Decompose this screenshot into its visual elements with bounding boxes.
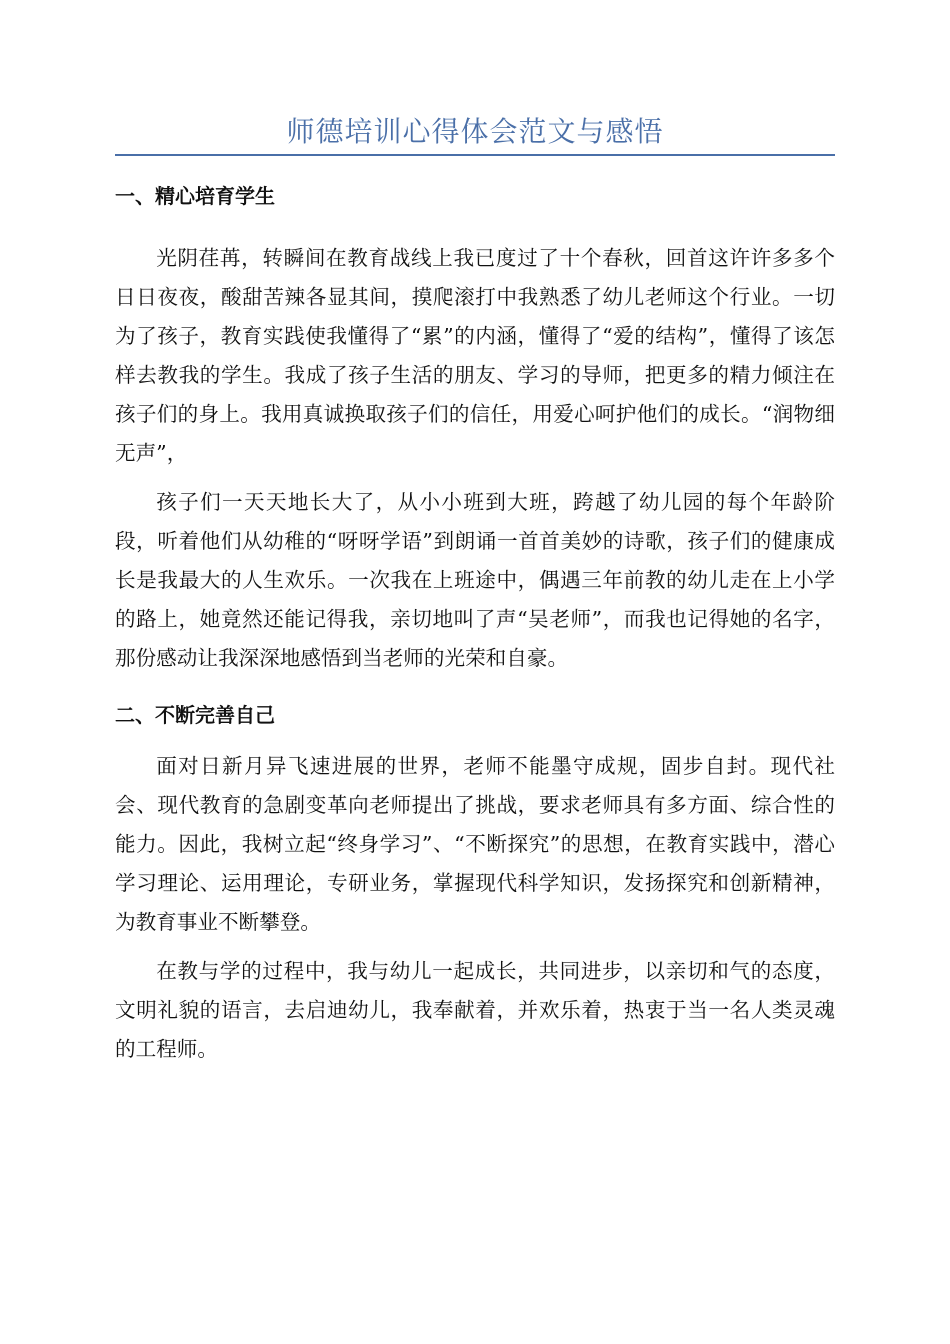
section-self-improvement [115,700,835,1069]
document-page [115,112,835,1069]
paragraph: 面对日新月异飞速进展的世界，老师不能墨守成规，固步自封。现代社会、现代教育的急剧变革向老师提出了挑战，要求老师具有多方面、综合性的能力。因此，我树立起“终身学习”、“不断探究”的思想，在教育实践中，潜心学习理论、运用理论，专研业务，掌握现代科学知识，发扬探究和创新精神，为教育事业不断攀登。 [115,754,835,934]
section-heading: 一、精心培育学生 [115,184,275,208]
paragraph: 在教与学的过程中，我与幼儿一起成长，共同进步，以亲切和气的态度，文明礼貌的语言，去启迪幼儿，我奉献着，并欢乐着，热衷于当一名人类灵魂的工程师。 [115,959,835,1061]
page-title: 师德培训心得体会范文与感悟 [286,115,664,148]
section-heading: 二、不断完善自己 [115,703,275,727]
title-divider [115,154,835,156]
paragraph: 光阴荏苒，转瞬间在教育战线上我已度过了十个春秋，回首这许许多多个日日夜夜，酸甜苦辣各显其间，摸爬滚打中我熟悉了幼儿老师这个行业。一切为了孩子，教育实践使我懂得了“累”的内涵，懂得了“爱的结构”，懂得了该怎样去教我的学生。我成了孩子生活的朋友、学习的导师，把更多的精力倾注在孩子们的身上。我用真诚换取孩子们的信任，用爱心呵护他们的成长。“润物细无声”， [115,246,835,465]
paragraph: 孩子们一天天地长大了，从小小班到大班，跨越了幼儿园的每个年龄阶段，听着他们从幼稚的“呀呀学语”到朗诵一首首美妙的诗歌，孩子们的健康成长是我最大的人生欢乐。一次我在上班途中，偶遇三年前教的幼儿走在上小学的路上，她竟然还能记得我，亲切地叫了声“吴老师”，而我也记得她的名字，那份感动让我深深地感悟到当老师的光荣和自豪。 [115,490,835,670]
section-nurture-students [115,181,835,678]
